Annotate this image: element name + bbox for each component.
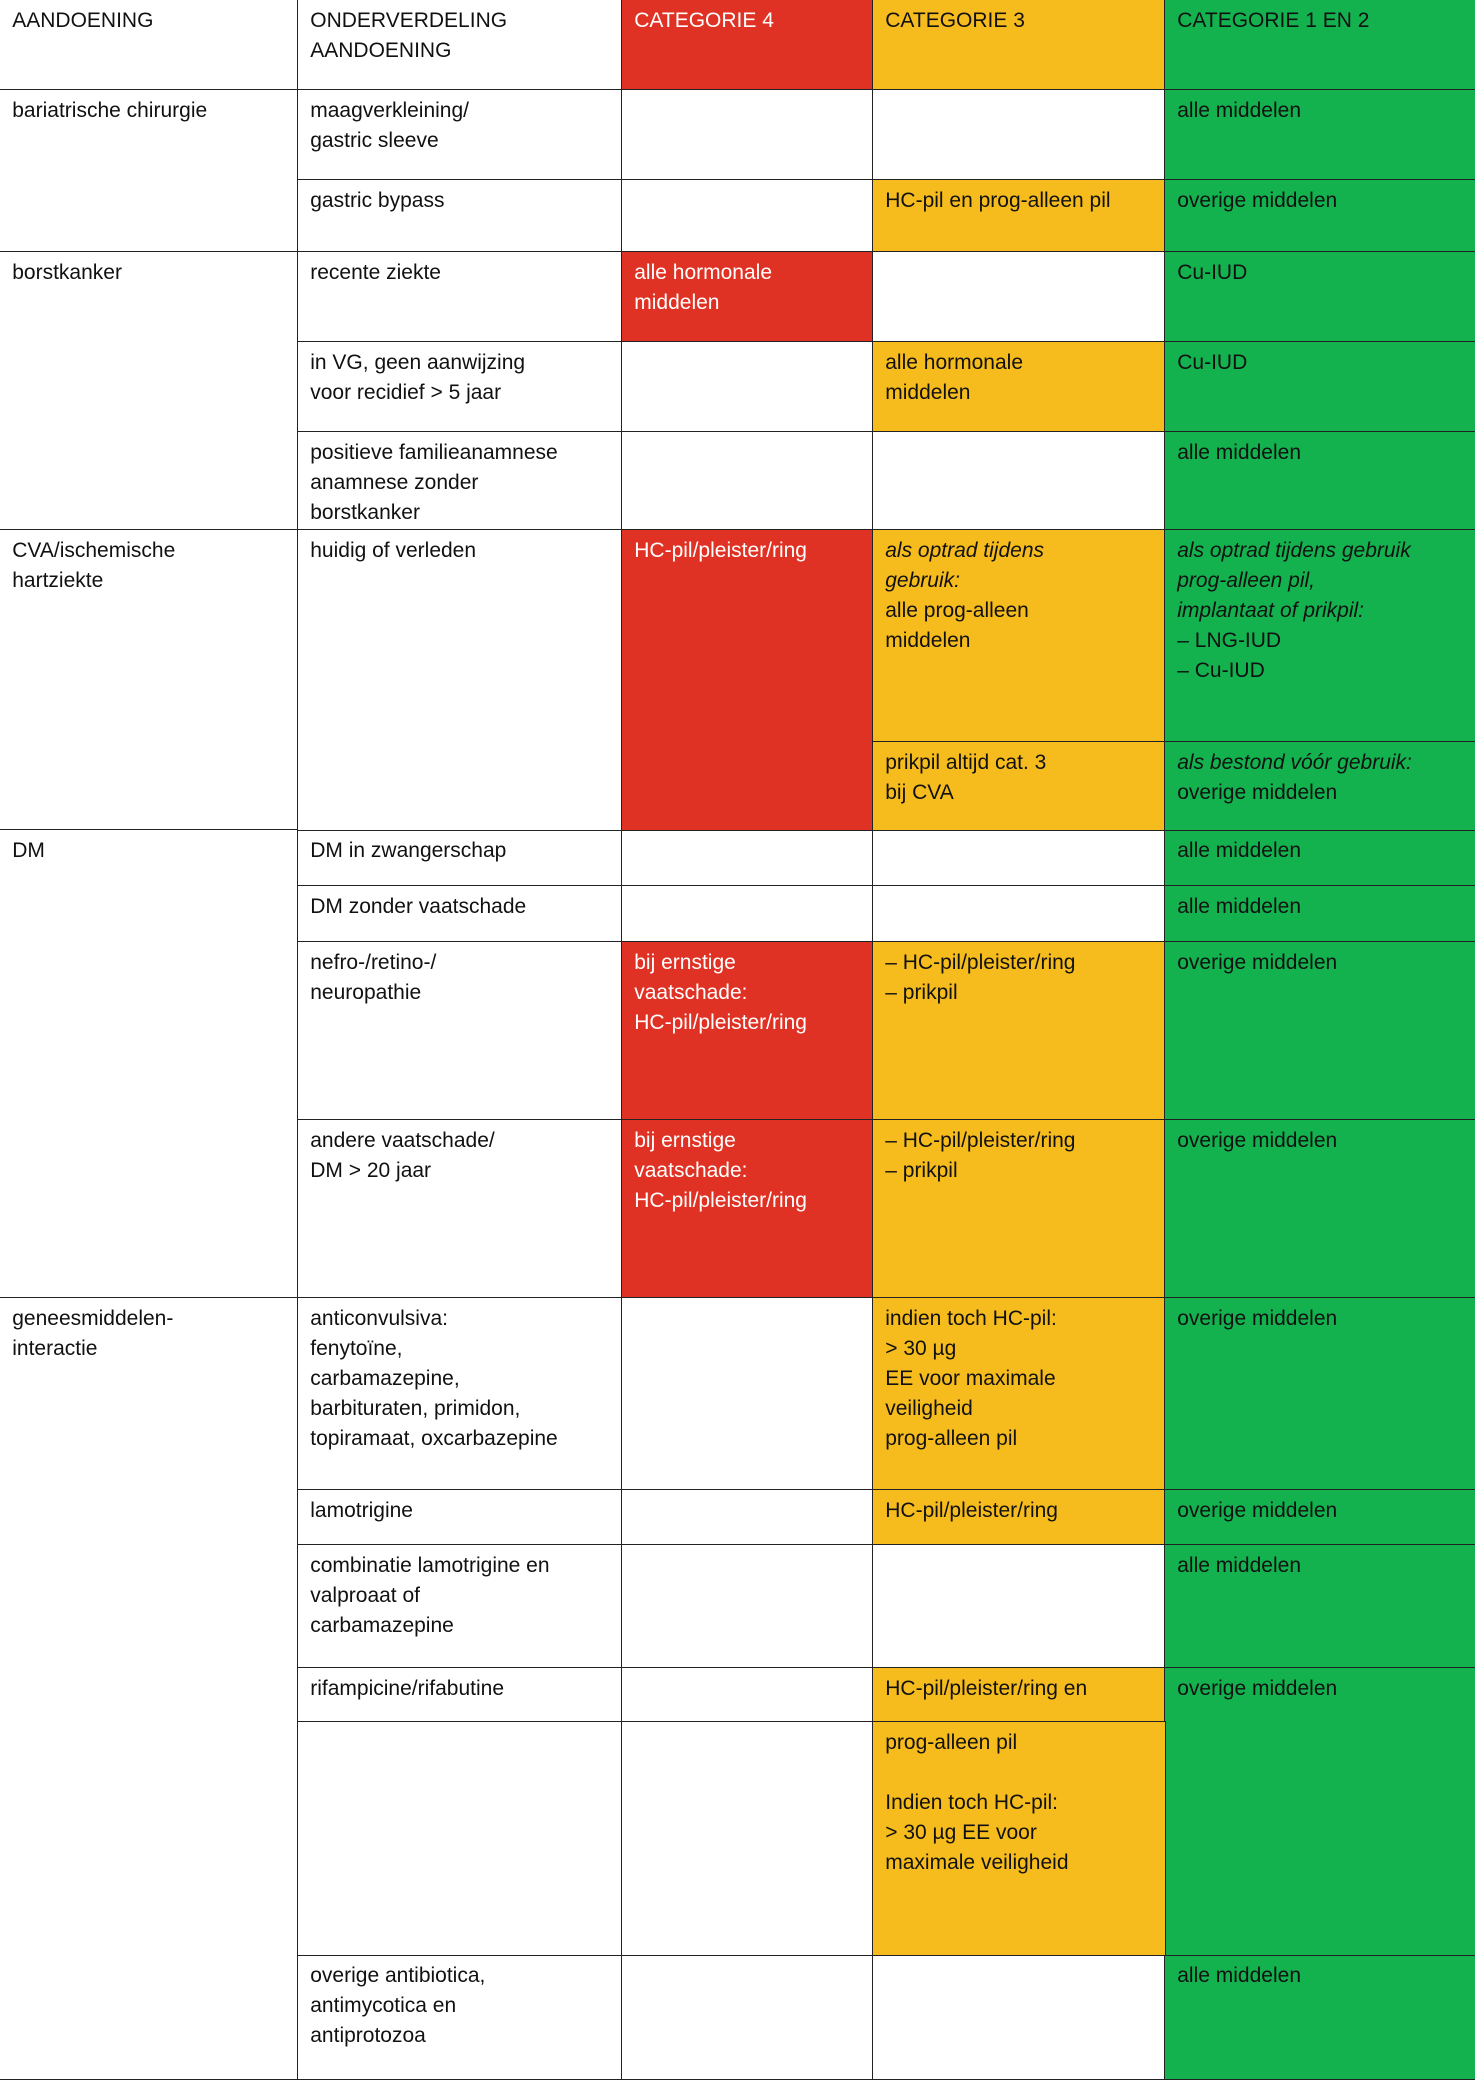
header-categorie-1-2 xyxy=(1164,0,1475,91)
subdivision-cell xyxy=(297,1721,623,1956)
category-4-cell xyxy=(621,179,874,253)
header-onderverdeling xyxy=(297,0,623,91)
category-1-2-cell xyxy=(1164,1544,1475,1669)
subdivision-cell xyxy=(297,1954,623,2080)
category-1-2-cell xyxy=(1164,1667,1475,1956)
subdivision-cell xyxy=(297,1119,623,1299)
cell-text: maagverkleining/ gastric sleeve xyxy=(310,99,470,153)
category-4-cell xyxy=(621,885,874,943)
category-1-2-cell xyxy=(1164,829,1475,887)
subdivision-cell xyxy=(297,179,623,253)
category-1-2-cell xyxy=(1164,251,1475,343)
cell-text: alle middelen xyxy=(1177,839,1301,863)
cell-text: prikpil altijd cat. 3 bij CVA xyxy=(885,751,1047,805)
category-3-cell xyxy=(872,529,1166,743)
category-1-2-cell xyxy=(1164,179,1475,253)
cell-text: overige middelen xyxy=(1177,1677,1338,1701)
category-3-cell xyxy=(872,941,1166,1121)
category-4-cell xyxy=(621,829,874,887)
category-1-2-cell xyxy=(1164,741,1475,831)
category-1-2-cell xyxy=(1164,1489,1475,1546)
cell-text: alle hormonale middelen xyxy=(634,261,773,315)
category-3-cell xyxy=(872,431,1166,531)
cell-text: in VG, geen aanwijzing voor recidief > 5 jaar xyxy=(310,351,526,405)
cell-text: alle middelen xyxy=(1177,1554,1301,1578)
cell-text: DM zonder vaatschade xyxy=(310,895,527,919)
cell-text: overige middelen xyxy=(1177,951,1338,975)
category-4-cell xyxy=(621,251,874,343)
cell-text: gastric bypass xyxy=(310,189,445,213)
header-categorie-4 xyxy=(621,0,874,91)
cell-text: overige middelen xyxy=(1177,1307,1338,1331)
category-4-cell xyxy=(621,1297,874,1491)
cell-text: bij ernstige vaatschade: HC-pil/pleister/ring xyxy=(634,951,807,1035)
cell-text: andere vaatschade/ DM > 20 jaar xyxy=(310,1129,495,1183)
header-categorie-3 xyxy=(872,0,1166,91)
cell-text: positieve familieanamnese anamnese zonder borstkanker xyxy=(310,441,558,525)
category-1-2-cell xyxy=(1164,941,1475,1121)
category-4-cell xyxy=(621,431,874,531)
cell-text: alle middelen xyxy=(1177,441,1301,465)
subdivision-cell xyxy=(297,1489,623,1546)
category-4-cell xyxy=(621,1721,874,1956)
italic-condition-text: als optrad tijdens gebruik: xyxy=(885,539,1045,593)
cell-text: HC-pil/pleister/ring xyxy=(885,1499,1058,1523)
cell-text: alle middelen xyxy=(1177,895,1301,919)
group-geneesmiddelen xyxy=(0,1297,299,2080)
subdivision-cell xyxy=(297,1667,623,1723)
group-dm xyxy=(0,829,299,1299)
subdivision-cell xyxy=(297,529,623,831)
cell-text: alle middelen xyxy=(1177,1964,1301,1988)
cell-text: – HC-pil/pleister/ring – prikpil xyxy=(885,951,1076,1005)
cell-text: HC-pil/pleister/ring en xyxy=(885,1677,1088,1701)
category-3-cell xyxy=(872,1489,1166,1546)
cell-text: CVA/ischemische hartziekte xyxy=(12,539,176,593)
cell-text: overige middelen xyxy=(1177,1129,1338,1153)
category-1-2-cell xyxy=(1164,1954,1475,2080)
group-borstkanker xyxy=(0,251,299,531)
category-4-cell xyxy=(621,1954,874,2080)
category-3-cell xyxy=(872,251,1166,343)
cell-text: CATEGORIE 1 EN 2 xyxy=(1177,9,1370,33)
category-1-2-cell xyxy=(1164,431,1475,531)
group-cva xyxy=(0,529,299,831)
category-4-cell xyxy=(621,1119,874,1299)
category-4-cell xyxy=(621,89,874,181)
cell-text: combinatie lamotrigine en valproaat of carbamazepine xyxy=(310,1554,550,1638)
category-1-2-cell xyxy=(1164,885,1475,943)
cell-text: nefro-/retino-/ neuropathie xyxy=(310,951,437,1005)
cell-text: lamotrigine xyxy=(310,1499,413,1523)
header-aandoening xyxy=(0,0,299,91)
category-4-cell xyxy=(621,341,874,433)
italic-condition-text: als bestond vóór gebruik: xyxy=(1177,751,1412,775)
category-3-cell xyxy=(872,1954,1166,2080)
cell-text: Cu-IUD xyxy=(1177,351,1248,375)
subdivision-cell xyxy=(297,941,623,1121)
cell-text: HC-pil en prog-alleen pil xyxy=(885,189,1111,213)
subdivision-cell xyxy=(297,89,623,181)
cell-text: rifampicine/rifabutine xyxy=(310,1677,505,1701)
category-4-cell xyxy=(621,941,874,1121)
category-3-cell xyxy=(872,741,1166,831)
cell-text: recente ziekte xyxy=(310,261,441,285)
category-1-2-cell xyxy=(1164,529,1475,743)
cell-text: bij ernstige vaatschade: HC-pil/pleister/ring xyxy=(634,1129,807,1213)
category-4-cell xyxy=(621,1544,874,1669)
cell-text: alle prog-alleen middelen xyxy=(885,599,1029,653)
cell-text: overige middelen xyxy=(1177,1499,1338,1523)
cell-text: indien toch HC-pil: > 30 µg EE voor maximale veiligheid prog-alleen pil xyxy=(885,1307,1057,1451)
cell-text: alle middelen xyxy=(1177,99,1301,123)
category-3-cell xyxy=(872,341,1166,433)
category-1-2-cell xyxy=(1164,89,1475,181)
category-3-cell xyxy=(872,1544,1166,1669)
category-3-cell xyxy=(872,179,1166,253)
cell-text: huidig of verleden xyxy=(310,539,477,563)
cell-text: geneesmiddelen- interactie xyxy=(12,1307,174,1361)
cell-text: Cu-IUD xyxy=(1177,261,1248,285)
cell-text: bariatrische chirurgie xyxy=(12,99,208,123)
subdivision-cell xyxy=(297,251,623,343)
italic-condition-text: als optrad tijdens gebruik prog-alleen pil, implantaat of prikpil: xyxy=(1177,539,1411,623)
category-3-cell xyxy=(872,1119,1166,1299)
cell-text: AANDOENING xyxy=(12,9,154,33)
category-3-cell xyxy=(872,1297,1166,1491)
subdivision-cell xyxy=(297,341,623,433)
category-3-cell xyxy=(872,89,1166,181)
cell-text: ONDERVERDELING AANDOENING xyxy=(310,9,508,63)
cell-text: overige middelen xyxy=(1177,781,1338,805)
cell-text: alle hormonale middelen xyxy=(885,351,1024,405)
category-1-2-cell xyxy=(1164,1119,1475,1299)
subdivision-cell xyxy=(297,829,623,887)
subdivision-cell xyxy=(297,1544,623,1669)
cell-text: – LNG-IUD – Cu-IUD xyxy=(1177,629,1282,683)
subdivision-cell xyxy=(297,431,623,531)
cell-text: HC-pil/pleister/ring xyxy=(634,539,807,563)
category-4-cell xyxy=(621,1667,874,1723)
category-3-cell xyxy=(872,1721,1166,1956)
category-4-cell xyxy=(621,529,874,831)
category-3-cell xyxy=(872,829,1166,887)
subdivision-cell xyxy=(297,1297,623,1491)
cell-text: CATEGORIE 4 xyxy=(634,9,774,33)
cell-text: prog-alleen pil Indien toch HC-pil: > 30 µg EE voor maximale veiligheid xyxy=(885,1731,1069,1875)
cell-text: overige antibiotica, antimycotica en antiprotozoa xyxy=(310,1964,486,2048)
cell-text: overige middelen xyxy=(1177,189,1338,213)
category-4-cell xyxy=(621,1489,874,1546)
cell-text: borstkanker xyxy=(12,261,122,285)
cell-text: anticonvulsiva: fenytoïne, carbamazepine, barbituraten, primidon, topiramaat, oxcarbazepine xyxy=(310,1307,558,1451)
group-bariatric xyxy=(0,89,299,253)
subdivision-cell xyxy=(297,885,623,943)
cell-text: DM xyxy=(12,839,45,863)
category-3-cell xyxy=(872,1667,1166,1723)
category-1-2-cell xyxy=(1164,1297,1475,1491)
cell-text: CATEGORIE 3 xyxy=(885,9,1025,33)
cell-text: – HC-pil/pleister/ring – prikpil xyxy=(885,1129,1076,1183)
cell-text: DM in zwangerschap xyxy=(310,839,507,863)
category-1-2-cell xyxy=(1164,341,1475,433)
category-3-cell xyxy=(872,885,1166,943)
